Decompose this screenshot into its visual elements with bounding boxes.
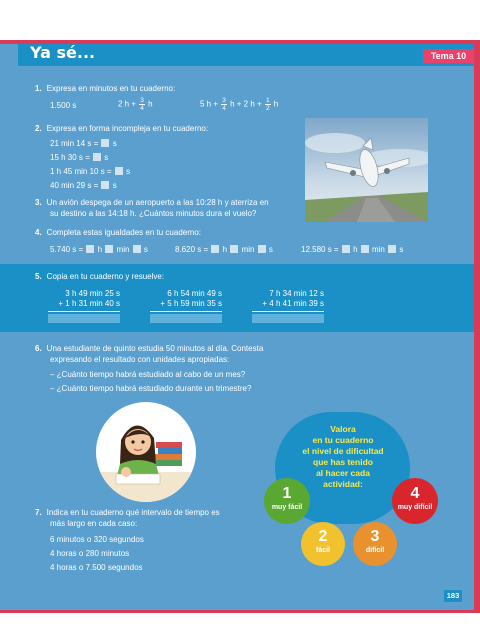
- airplane-photo: [305, 118, 428, 222]
- q5-result-box: [150, 314, 222, 323]
- right-border: [474, 40, 480, 612]
- q5-rule: [48, 311, 120, 312]
- q4-statement: 4. Completa estas igualdades en tu cuaderno:: [35, 228, 201, 237]
- q2-item: 40 min 29 s = s: [50, 181, 117, 190]
- q2-statement: 2. Expresa en forma incompleja en tu cuaderno:: [35, 124, 209, 133]
- student-illustration: [96, 402, 196, 502]
- q3-line2: su destino a las 14:18 h. ¿Cuántos minutos dura el vuelo?: [50, 209, 257, 218]
- q1-item-c: 5 h + $\frac{3}{4}$ h + 2 h + $\frac{1}{2}$ h: [200, 97, 279, 112]
- q1-item-a: 1.500 s: [50, 101, 77, 110]
- q5-statement: 5. Copia en tu cuaderno y resuelve:: [35, 272, 165, 281]
- q2-item: 21 min 14 s = s: [50, 139, 117, 148]
- rating-easy: 2 fácil: [301, 522, 345, 566]
- valora-text: Valora en tu cuaderno el nivel de dificultad que has tenido al hacer cada actividad:: [302, 424, 384, 489]
- rating-very-easy: 1 muy fácil: [264, 478, 310, 524]
- q6-line2: expresando el resultado con unidades apropiadas:: [50, 355, 230, 364]
- q7-line1: 7. Indica en tu cuaderno qué intervalo de tiempo es: [35, 508, 220, 517]
- q5-result-box: [48, 314, 120, 323]
- q7-item: 6 minutos o 320 segundos: [50, 535, 144, 544]
- q5-rule: [150, 311, 222, 312]
- q2-item: 15 h 30 s = s: [50, 153, 109, 162]
- tema-badge: Tema 10: [423, 49, 474, 63]
- page-number: 183: [444, 590, 462, 602]
- q4-item: 5.740 s = h min s: [50, 245, 148, 254]
- q2-item: 1 h 45 min 10 s = s: [50, 167, 131, 176]
- q5-result-box: [252, 314, 324, 323]
- q7-line2: más largo en cada caso:: [50, 519, 138, 528]
- q1-item-b: 2 h + $\frac{3}{4}$ h: [118, 97, 153, 112]
- q3-line1: 3. Un avión despega de un aeropuerto a las 10:28 h y aterriza en: [35, 198, 269, 207]
- q7-item: 4 horas o 280 minutos: [50, 549, 130, 558]
- rating-difficult: 3 difícil: [353, 522, 397, 566]
- q1-statement: 1. Expresa en minutos en tu cuaderno:: [35, 84, 176, 93]
- q6-line1: 6. Una estudiante de quinto estudia 50 minutos al día. Contesta: [35, 344, 264, 353]
- bottom-border: [0, 610, 480, 613]
- q4-item: 8.620 s = h min s: [175, 245, 273, 254]
- rating-very-difficult: 4 muy difícil: [392, 478, 438, 524]
- q7-item: 4 horas o 7.500 segundos: [50, 563, 143, 572]
- q5-rule: [252, 311, 324, 312]
- q4-item: 12.580 s = h min s: [301, 245, 404, 254]
- q6-bullet: – ¿Cuánto tiempo habrá estudiado al cabo de un mes?: [50, 370, 246, 379]
- page-title: Ya sé...: [30, 43, 96, 62]
- q5-operation: 7 h 34 min 12 s + 4 h 41 min 39 s: [262, 289, 324, 308]
- q5-operation: 6 h 54 min 49 s + 5 h 59 min 35 s: [160, 289, 222, 308]
- q6-bullet: – ¿Cuánto tiempo habrá estudiado durante un trimestre?: [50, 384, 252, 393]
- q5-operation: 3 h 49 min 25 s + 1 h 31 min 40 s: [58, 289, 120, 308]
